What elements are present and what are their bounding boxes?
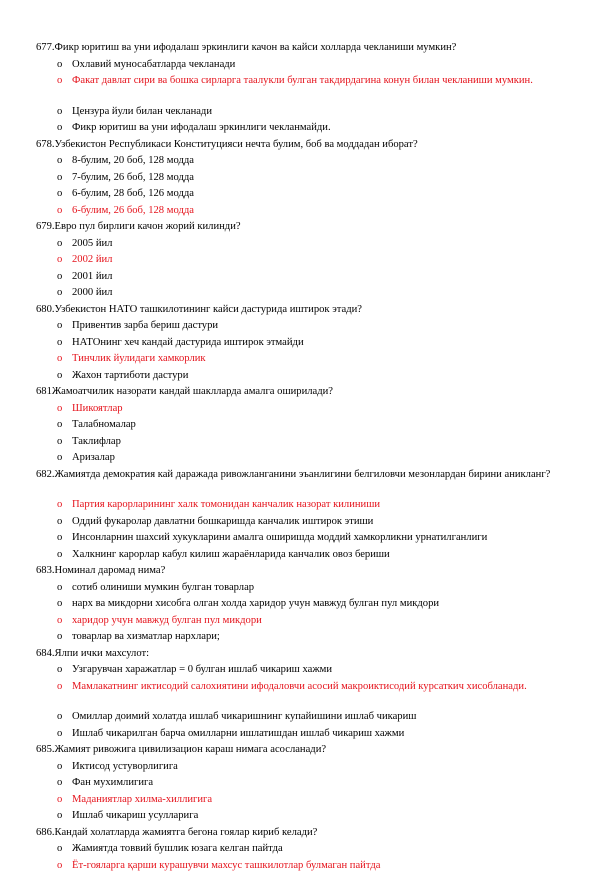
option-correct: 6-булим, 26 боб, 128 модда: [72, 204, 194, 216]
option-bullet-icon: o: [57, 532, 63, 543]
option-bullet-icon: o: [57, 777, 63, 788]
option-text: 2005 йил: [72, 237, 113, 249]
option-correct: Партия карорларининг халк томонидан канчалик назорат килиниши: [72, 499, 381, 510]
option-text: Фикр юритиш ва уни ифодалаш эркинлиги чекланмайди.: [72, 122, 331, 133]
option-bullet-icon: o: [57, 402, 63, 414]
option-bullet-icon: o: [57, 711, 63, 722]
option-correct: Шикоятлар: [72, 402, 123, 414]
option-text: Инсонларнин шахсий хукукларини амалга оширишда моддий хамкорликни урнатилганлиги: [72, 532, 488, 543]
option-text: Цензура йули билан чекланади: [72, 105, 212, 117]
option-bullet-icon: o: [57, 204, 63, 216]
option-bullet-icon: o: [57, 75, 63, 86]
option-bullet-icon: o: [57, 548, 63, 560]
option-text: товарлар ва хизматлар нархлари;: [72, 631, 220, 642]
option-bullet-icon: o: [57, 664, 63, 675]
option-correct: Факат давлат сири ва бошка сирларга таалукли булган такдирдагина конун билан чекланиши мумкин.: [72, 75, 533, 86]
option-bullet-icon: o: [57, 843, 63, 854]
question-text: 682.Жамиятда демократия кай даражада ривожланганини эъанлигини белгиловчи мезонлардан бирини аникланг?: [36, 468, 551, 480]
option-text: Ишлаб чикариш усулларига: [72, 810, 199, 821]
option-text: Иктисод устуворлигига: [72, 760, 178, 772]
question-text: 677.Фикр юритиш ва уни ифодалаш эркинлиги качон ва кайси холларда чекланиши мумкин?: [36, 42, 457, 53]
option-correct: Мамлакатнинг иктисодий салохиятини ифодаловчи асосий макроиктисодий курсаткич хисобланади.: [72, 680, 527, 692]
option-text: 6-булим, 28 боб, 126 модда: [72, 188, 194, 199]
option-text: Охлавий муносабатларда чекланади: [72, 58, 236, 70]
option-bullet-icon: o: [57, 810, 63, 821]
question-text: 686.Кандай холатларда жамиятга бегона гоялар кириб келади?: [36, 826, 318, 838]
question-text: 678.Узбекистон Республикаси Конституцияси нечта булим, боб ва моддадан иборат?: [36, 138, 418, 150]
question-text: 685.Жамият ривожига цивилизацион караш нимага асосланади?: [36, 744, 327, 755]
option-text: Узгарувчан харажатлар = 0 булган ишлаб чикариш хажми: [72, 664, 333, 675]
option-bullet-icon: o: [57, 793, 63, 805]
option-text: Талабномалар: [72, 419, 136, 430]
option-text: Жамиятда товвий бушлик юзага келган пайтда: [72, 843, 283, 854]
option-correct: харидор учун мавжуд булган пул микдори: [72, 614, 262, 626]
option-text: Фан мухимлигига: [72, 777, 154, 788]
option-bullet-icon: o: [57, 320, 63, 331]
question-text: 681Жамоатчилик назорати кандай шаклларда амалга оширилади?: [36, 386, 333, 397]
option-bullet-icon: o: [57, 760, 63, 772]
option-text: Привентив зарба бериш дастури: [72, 320, 219, 331]
option-bullet-icon: o: [57, 369, 63, 381]
option-bullet-icon: o: [57, 270, 63, 282]
option-text: Аризалар: [72, 452, 115, 463]
option-bullet-icon: o: [57, 452, 63, 463]
option-bullet-icon: o: [57, 171, 63, 183]
option-bullet-icon: o: [57, 581, 63, 593]
question-text: 680.Узбекистон НАТО ташкилотининг кайси дастурида иштирок этади?: [36, 303, 362, 315]
option-text: сотиб олиниши мумкин булган товарлар: [72, 581, 255, 593]
option-correct: Тинчлик йулидаги хамкорлик: [72, 353, 206, 364]
option-bullet-icon: o: [57, 353, 63, 364]
option-text: Ишлаб чикарилган барча омилларни ишлатишдан ишлаб чикариш хажми: [72, 727, 405, 739]
option-bullet-icon: o: [57, 155, 63, 166]
option-text: 8-булим, 20 боб, 128 модда: [72, 155, 194, 166]
option-text: Оддий фукаролар давлатни бошкаришда канчалик иштирок этиши: [72, 515, 374, 527]
question-text: 684.Ялпи ички махсулот:: [36, 647, 150, 659]
option-bullet-icon: o: [57, 254, 63, 265]
option-bullet-icon: o: [57, 419, 63, 430]
option-bullet-icon: o: [57, 631, 63, 642]
option-text: 2000 йил: [72, 287, 113, 298]
option-bullet-icon: o: [57, 287, 63, 298]
option-bullet-icon: o: [57, 859, 63, 871]
option-text: Халкнинг карорлар кабул килиш жараёнларида канчалик овоз бериши: [72, 548, 390, 560]
option-bullet-icon: o: [57, 435, 63, 447]
option-text: НАТОнинг хеч кандай дастурида иштирок этмайди: [72, 336, 304, 348]
option-bullet-icon: o: [57, 237, 63, 249]
option-bullet-icon: o: [57, 58, 63, 70]
option-bullet-icon: o: [57, 188, 63, 199]
option-text: Таклифлар: [72, 435, 121, 447]
option-bullet-icon: o: [57, 499, 63, 510]
question-text: 679.Евро пул бирлиги качон жорий килинди?: [36, 221, 241, 232]
option-correct: Маданиятлар хилма-хиллигига: [72, 793, 213, 805]
option-bullet-icon: o: [57, 105, 63, 117]
question-text: 683.Номинал даромад нима?: [36, 565, 166, 576]
option-text: 2001 йил: [72, 270, 113, 282]
option-text: Жахон тартиботи дастури: [72, 369, 189, 381]
option-bullet-icon: o: [57, 336, 63, 348]
option-bullet-icon: o: [57, 598, 63, 609]
option-correct: 2002 йил: [72, 254, 113, 265]
option-bullet-icon: o: [57, 680, 63, 692]
option-text: Омиллар доимий холатда ишлаб чикаришнинг купайишини ишлаб чикариш: [72, 711, 417, 722]
option-bullet-icon: o: [57, 122, 63, 133]
option-bullet-icon: o: [57, 614, 63, 626]
option-correct: Ёт-гояларга қарши курашувчи махсус ташкилотлар булмаган пайтда: [72, 859, 381, 871]
option-bullet-icon: o: [57, 515, 63, 527]
option-bullet-icon: o: [57, 727, 63, 739]
option-text: 7-булим, 26 боб, 128 модда: [72, 171, 194, 183]
option-text: нарх ва микдорни хисобга олган холда харидор учун мавжуд булган пул микдори: [72, 598, 440, 609]
